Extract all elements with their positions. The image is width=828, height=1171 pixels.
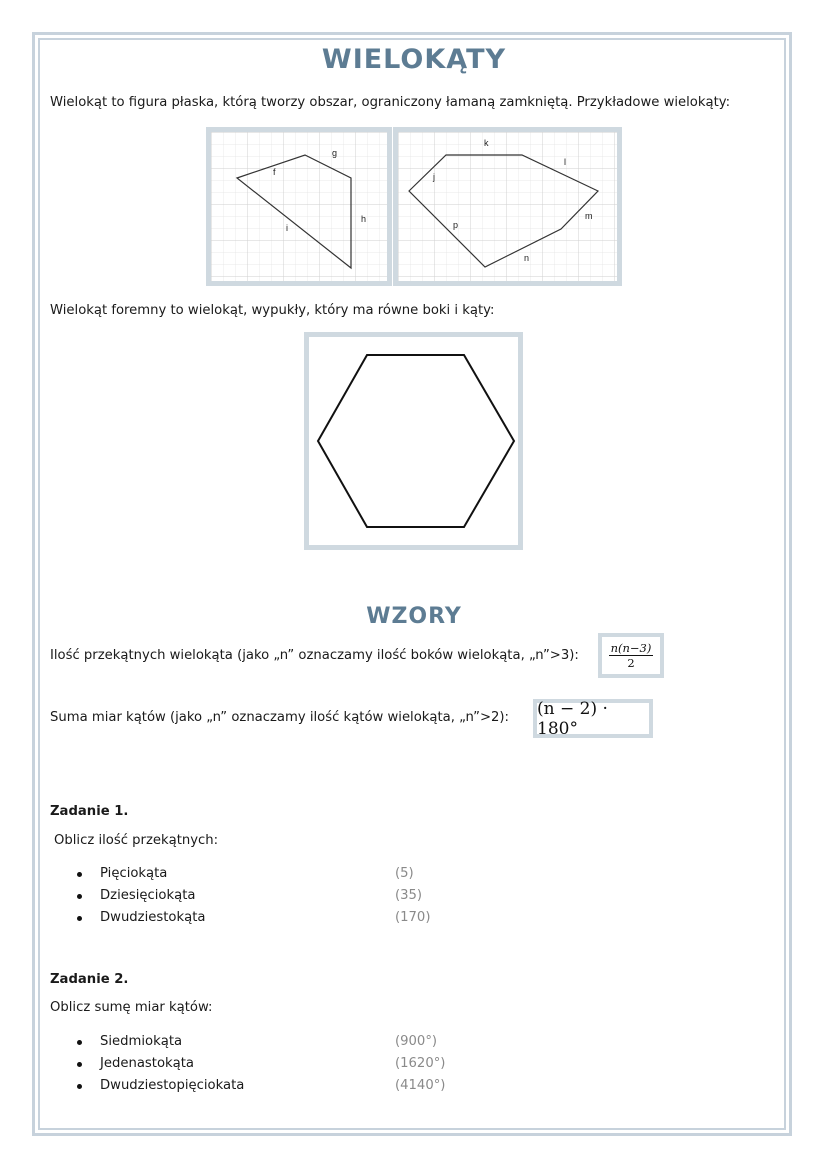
polygon-example-2-drawing (398, 132, 617, 281)
side-label-m: m (585, 211, 593, 221)
task2-item-1: Siedmiokąta (100, 1034, 183, 1049)
polygon-example-2 (393, 127, 622, 286)
angles-formula-expression: (n − 2) · 180° (537, 698, 608, 739)
bullet-icon (77, 1062, 82, 1067)
polygon-example-1-drawing (211, 132, 387, 281)
side-label-l: l (564, 157, 566, 167)
side-label-f: f (273, 167, 276, 177)
side-label-h: h (361, 214, 367, 224)
regular-polygon-definition: Wielokąt foremny to wielokąt, wypukły, który ma równe boki i kąty: (50, 303, 495, 318)
diagonals-formula-numerator: n(n−3) (610, 641, 652, 655)
diagonals-formula (598, 633, 664, 678)
regular-hexagon-shape (318, 355, 514, 527)
side-label-j: j (433, 172, 435, 182)
side-label-g: g (332, 148, 338, 158)
task1-answer-2: (35) (395, 888, 423, 903)
polygon-example-1 (206, 127, 392, 286)
diagonals-description: Ilość przekątnych wielokąta (jako „n” oznaczamy ilość boków wielokąta, „n”>3): (50, 648, 579, 663)
bullet-icon (77, 894, 82, 899)
bullet-icon (77, 916, 82, 921)
angles-formula (533, 699, 653, 738)
task2-instruction: Oblicz sumę miar kątów: (50, 1000, 213, 1015)
task1-item-2: Dziesięciokąta (100, 888, 196, 903)
task2-answer-3: (4140°) (395, 1078, 446, 1093)
task1-item-1: Pięciokąta (100, 866, 168, 881)
regular-hexagon-figure (304, 332, 523, 550)
side-label-n: n (524, 253, 530, 263)
task1-answer-3: (170) (395, 910, 431, 925)
task2-answer-2: (1620°) (395, 1056, 446, 1071)
task1-instruction: Oblicz ilość przekątnych: (54, 833, 219, 848)
task1-item-3: Dwudziestokąta (100, 910, 206, 925)
formulas-title: WZORY (366, 604, 462, 629)
task1-heading: Zadanie 1. (50, 804, 129, 819)
bullet-icon (77, 1084, 82, 1089)
polygon-definition: Wielokąt to figura płaska, którą tworzy obszar, ograniczony łamaną zamkniętą. Przykładowe wielokąty: (50, 95, 731, 110)
regular-hexagon-drawing (309, 337, 518, 545)
page-title: WIELOKĄTY (321, 44, 507, 75)
task1-answer-1: (5) (395, 866, 414, 881)
bullet-icon (77, 1040, 82, 1045)
task2-heading: Zadanie 2. (50, 972, 129, 987)
side-label-k: k (484, 138, 489, 148)
bullet-icon (77, 872, 82, 877)
diagonals-formula-denominator: 2 (627, 656, 635, 670)
task2-item-2: Jedenastokąta (100, 1056, 195, 1071)
side-label-p: p (453, 220, 459, 230)
side-label-i: i (286, 223, 288, 233)
task2-item-3: Dwudziestopięciokata (100, 1078, 245, 1093)
task2-answer-1: (900°) (395, 1034, 438, 1049)
angles-description: Suma miar kątów (jako „n” oznaczamy ilość kątów wielokąta, „n”>2): (50, 710, 510, 725)
